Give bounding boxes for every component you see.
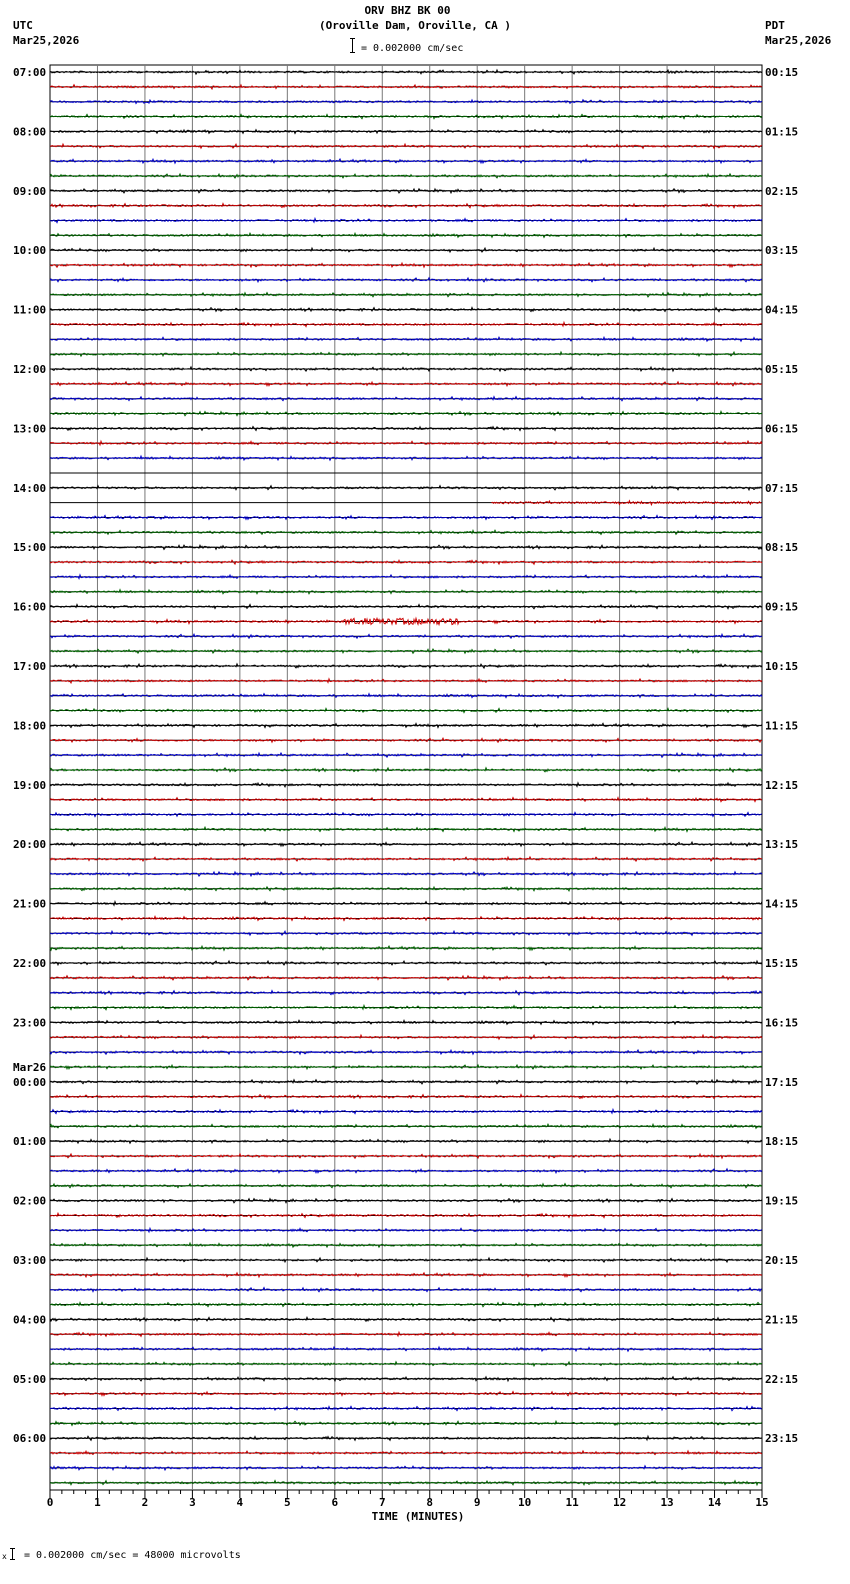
local-hour-label: 12:15 (765, 778, 799, 792)
x-tick-label: 0 (46, 1496, 54, 1509)
utc-hour-label: 18:00 (13, 719, 47, 733)
seismic-trace (50, 1199, 762, 1203)
utc-hour-label: 02:00 (13, 1194, 47, 1208)
utc-hour-label: 22:00 (13, 957, 47, 970)
x-tick-label: 4 (236, 1496, 244, 1509)
local-hour-label: 14:15 (765, 897, 799, 911)
seismic-trace (50, 367, 762, 371)
utc-hour-label: 03:00 (13, 1254, 47, 1267)
seismic-trace (50, 515, 762, 519)
seismic-trace (50, 1332, 762, 1336)
x-tick-label: 14 (707, 1496, 722, 1509)
local-hour-label: 06:15 (765, 422, 799, 436)
local-hour-label: 05:15 (765, 363, 799, 376)
local-hour-label: 17:15 (765, 1075, 799, 1089)
local-hour-label: 09:15 (765, 600, 799, 614)
right-date: Mar25,2026 (765, 34, 832, 47)
seismic-trace (50, 664, 762, 668)
seismic-trace (50, 85, 762, 89)
utc-hour-label: 00:00 (13, 1075, 47, 1089)
footer-scale-bar-icon (12, 1548, 13, 1560)
x-tick-label: 13 (660, 1496, 674, 1509)
seismic-trace (50, 1466, 762, 1470)
utc-hour-label: 05:00 (13, 1372, 47, 1386)
x-tick-label: 2 (141, 1496, 149, 1509)
seismic-trace (50, 233, 762, 237)
x-tick-label: 8 (426, 1496, 434, 1509)
local-hour-label: 13:15 (765, 838, 799, 852)
utc-hour-label: 13:00 (13, 422, 47, 436)
x-tick-label: 11 (565, 1496, 579, 1509)
local-hour-label: 01:15 (765, 125, 799, 139)
local-hour-label: 04:15 (765, 303, 799, 317)
left-timezone: UTC (13, 19, 33, 32)
seismic-trace (50, 1035, 762, 1039)
seismic-trace (50, 1406, 762, 1410)
local-hour-label: 19:15 (765, 1194, 799, 1208)
utc-hour-label: 15:00 (13, 541, 47, 555)
station-title: ORV BHZ BK 00 (364, 4, 451, 17)
seismic-trace (50, 441, 762, 445)
seismic-trace (50, 1139, 762, 1143)
seismic-trace (50, 486, 762, 490)
left-date: Mar25,2026 (13, 34, 80, 47)
x-tick-label: 5 (284, 1496, 291, 1509)
utc-hour-label: 07:00 (13, 66, 47, 79)
seismic-trace (50, 902, 762, 906)
local-hour-label: 20:15 (765, 1254, 799, 1267)
seismic-trace (50, 1288, 762, 1292)
utc-hour-label: 06:00 (13, 1432, 47, 1446)
x-tick-label: 9 (473, 1496, 481, 1509)
date-change-label: Mar26 (13, 1060, 47, 1074)
local-hour-label: 02:15 (765, 184, 799, 198)
seismic-trace (50, 931, 762, 935)
seismic-trace (50, 1184, 762, 1188)
seismic-trace (50, 946, 762, 950)
local-hour-label: 03:15 (765, 244, 799, 258)
local-hour-label: 21:15 (765, 1313, 799, 1327)
seismic-trace (50, 248, 762, 252)
utc-hour-label: 23:00 (13, 1016, 47, 1030)
seismic-trace (50, 1317, 762, 1321)
seismic-trace (50, 1110, 762, 1114)
local-hour-label: 11:15 (765, 719, 799, 733)
station-location: (Oroville Dam, Oroville, CA ) (318, 19, 512, 32)
seismic-trace (50, 1258, 762, 1262)
seismic-trace (50, 842, 762, 846)
utc-hour-label: 01:00 (13, 1135, 47, 1149)
utc-hour-label: 04:00 (13, 1313, 47, 1327)
seismic-trace (50, 1421, 762, 1425)
seismic-trace (50, 1006, 762, 1010)
seismic-trace (50, 1302, 762, 1306)
seismic-trace (50, 1436, 762, 1440)
local-hour-label: 08:15 (765, 541, 799, 555)
seismic-trace (50, 1095, 762, 1099)
local-hour-label: 15:15 (765, 957, 799, 970)
utc-hour-label: 08:00 (13, 125, 47, 139)
utc-hour-label: 20:00 (13, 838, 47, 852)
utc-hour-label: 17:00 (13, 660, 47, 673)
utc-hour-label: 10:00 (13, 244, 47, 258)
local-hour-label: 23:15 (765, 1432, 799, 1446)
x-tick-label: 6 (331, 1496, 339, 1509)
x-axis-label: TIME (MINUTES) (371, 1510, 465, 1523)
utc-hour-label: 12:00 (13, 363, 47, 376)
x-tick-label: 7 (378, 1496, 386, 1509)
utc-hour-label: 19:00 (13, 778, 47, 792)
utc-hour-label: 11:00 (13, 303, 47, 317)
seismic-trace (50, 189, 762, 193)
seismic-trace (50, 679, 762, 683)
x-tick-label: 10 (518, 1496, 532, 1509)
utc-hour-label: 16:00 (13, 600, 47, 614)
seismic-trace (50, 560, 762, 564)
local-hour-label: 18:15 (765, 1135, 799, 1149)
right-timezone: PDT (765, 19, 785, 32)
seismic-trace (50, 263, 762, 267)
local-hour-label: 16:15 (765, 1016, 799, 1030)
x-tick-label: 3 (189, 1496, 196, 1509)
footer-mark: x (2, 1552, 7, 1561)
utc-hour-label: 14:00 (13, 481, 47, 495)
seismic-trace (50, 337, 762, 341)
utc-hour-label: 21:00 (13, 897, 47, 911)
seismic-trace (50, 1213, 762, 1217)
seismic-trace (50, 1362, 762, 1366)
seismic-trace (50, 1154, 762, 1158)
x-tick-label: 12 (612, 1496, 627, 1509)
x-tick-label: 15 (755, 1496, 769, 1509)
local-hour-label: 22:15 (765, 1372, 799, 1386)
scale-label: = 0.002000 cm/sec (361, 43, 464, 54)
local-hour-label: 07:15 (765, 481, 799, 495)
local-hour-label: 10:15 (765, 660, 799, 673)
seismic-trace (50, 1080, 762, 1084)
utc-hour-label: 09:00 (13, 184, 47, 198)
x-tick-label: 1 (94, 1496, 101, 1509)
footer-scale: = 0.002000 cm/sec = 48000 microvolts (24, 1550, 241, 1561)
seismic-trace (50, 144, 762, 148)
local-hour-label: 00:15 (765, 66, 799, 79)
seismic-trace (50, 70, 762, 74)
